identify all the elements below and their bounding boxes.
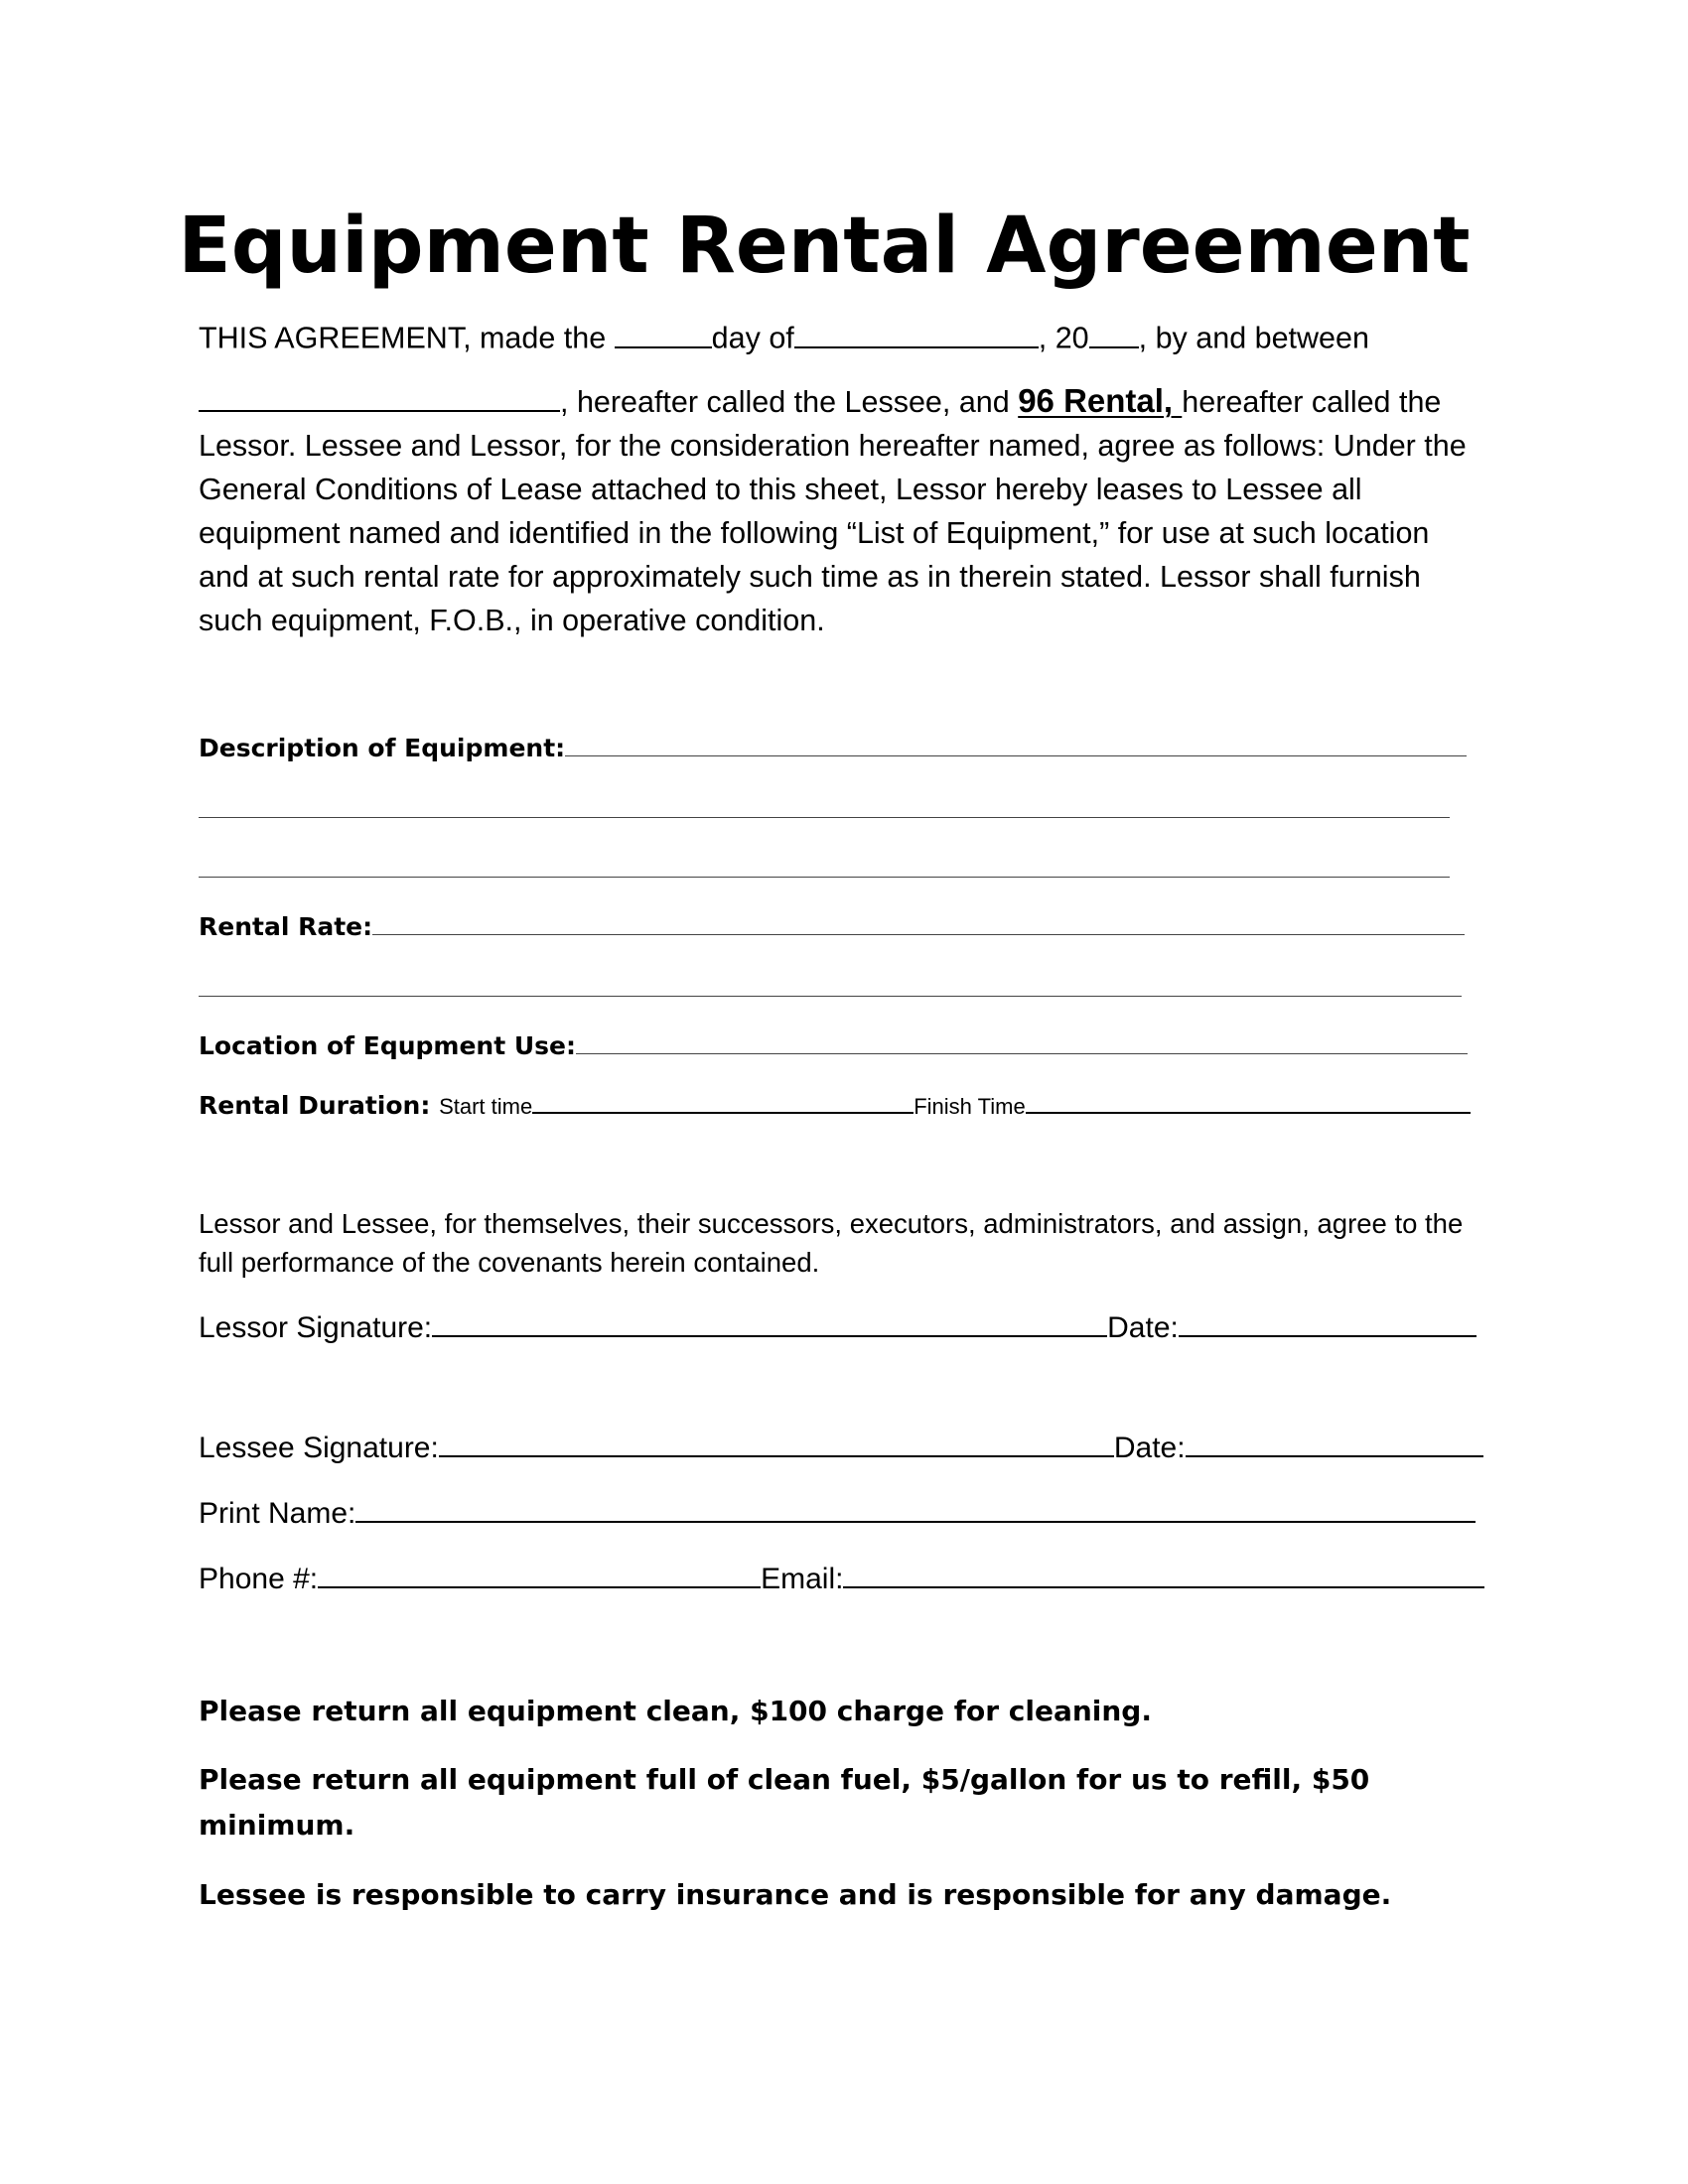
print-name-line[interactable] xyxy=(355,1520,1476,1523)
description-line[interactable] xyxy=(565,754,1467,756)
lessor-date-label: Date: xyxy=(1107,1311,1179,1344)
cleaning-notice: Please return all equipment clean, $100 charge for cleaning. xyxy=(199,1695,1152,1727)
email-label: Email: xyxy=(761,1563,844,1595)
page-title: Equipment Rental Agreement xyxy=(178,202,1471,291)
start-time-line[interactable] xyxy=(532,1111,914,1114)
contact-row xyxy=(199,1560,1484,1599)
intro-text-year-prefix: , 20 xyxy=(1038,321,1089,355)
intro-text-made-the: THIS AGREEMENT, made the xyxy=(199,321,615,355)
lessee-signature-label: Lessee Signature: xyxy=(199,1432,439,1464)
print-name-row xyxy=(199,1494,1476,1534)
intro-text-conditions: hereafter called the Lessor. Lessee and Lessor, for the consideration hereafter named, agree as follows: Under the General Conditions of Lease attached to this sheet, Lessor hereby leases to Lessee all equipment named and identified in the following “List of Equipment,” for use at such location and at such rental rate for approximately such time as in therein stated. Lessor shall furnish such equipment, F.O.B., in operative condition. xyxy=(199,385,1467,637)
insurance-notice: Lessee is responsible to carry insurance and is responsible for any damage. xyxy=(199,1878,1392,1911)
start-time-label: Start time xyxy=(439,1094,533,1119)
finish-time-line[interactable] xyxy=(1026,1111,1471,1114)
lessee-signature-line[interactable] xyxy=(439,1454,1114,1457)
finish-time-label: Finish Time xyxy=(914,1094,1026,1119)
day-blank[interactable] xyxy=(615,316,712,348)
print-name-label: Print Name: xyxy=(199,1497,356,1530)
description-field xyxy=(199,732,1467,765)
phone-line[interactable] xyxy=(318,1585,761,1588)
description-line-2[interactable] xyxy=(199,817,1450,818)
lessee-date-line[interactable] xyxy=(1186,1454,1483,1457)
description-line-3[interactable] xyxy=(199,877,1450,878)
description-label: Description of Equipment: xyxy=(199,734,566,762)
lessor-name: 96 Rental, xyxy=(1018,382,1183,419)
agreement-intro-line xyxy=(199,316,1470,360)
intro-text-by-and-between: , by and between xyxy=(1138,321,1369,355)
fuel-notice: Please return all equipment full of clean fuel, $5/gallon for us to refill, $50 minimum. xyxy=(199,1763,1370,1842)
lessee-date-label: Date: xyxy=(1113,1432,1186,1464)
lessor-date-line[interactable] xyxy=(1179,1334,1477,1337)
agreement-intro-paragraph xyxy=(199,379,1470,642)
rental-duration-label: Rental Duration: xyxy=(199,1091,431,1120)
phone-label: Phone #: xyxy=(199,1563,319,1595)
lessor-signature-row xyxy=(199,1308,1477,1348)
year-blank[interactable] xyxy=(1089,316,1139,348)
rental-rate-line[interactable] xyxy=(372,933,1465,935)
lessee-name-blank[interactable] xyxy=(199,380,560,413)
location-field xyxy=(199,1029,1468,1063)
rental-rate-label: Rental Rate: xyxy=(199,912,373,941)
location-label: Location of Equpment Use: xyxy=(199,1031,577,1060)
lessee-signature-row xyxy=(199,1429,1483,1468)
rental-rate-field xyxy=(199,910,1465,944)
intro-text-day-of: day of xyxy=(711,321,794,355)
location-line[interactable] xyxy=(576,1052,1468,1054)
month-blank[interactable] xyxy=(794,316,1039,348)
rental-rate-line-2[interactable] xyxy=(199,996,1462,997)
lessor-signature-label: Lessor Signature: xyxy=(199,1311,433,1344)
intro-text-lessee: , hereafter called the Lessee, and xyxy=(560,385,1019,419)
email-line[interactable] xyxy=(843,1585,1484,1588)
lessor-signature-line[interactable] xyxy=(432,1334,1107,1337)
covenant-text: Lessor and Lessee, for themselves, their successors, executors, administrators, and assign, agree to the full performance of the covenants herein contained. xyxy=(199,1208,1464,1278)
rental-duration-field xyxy=(199,1089,1471,1124)
